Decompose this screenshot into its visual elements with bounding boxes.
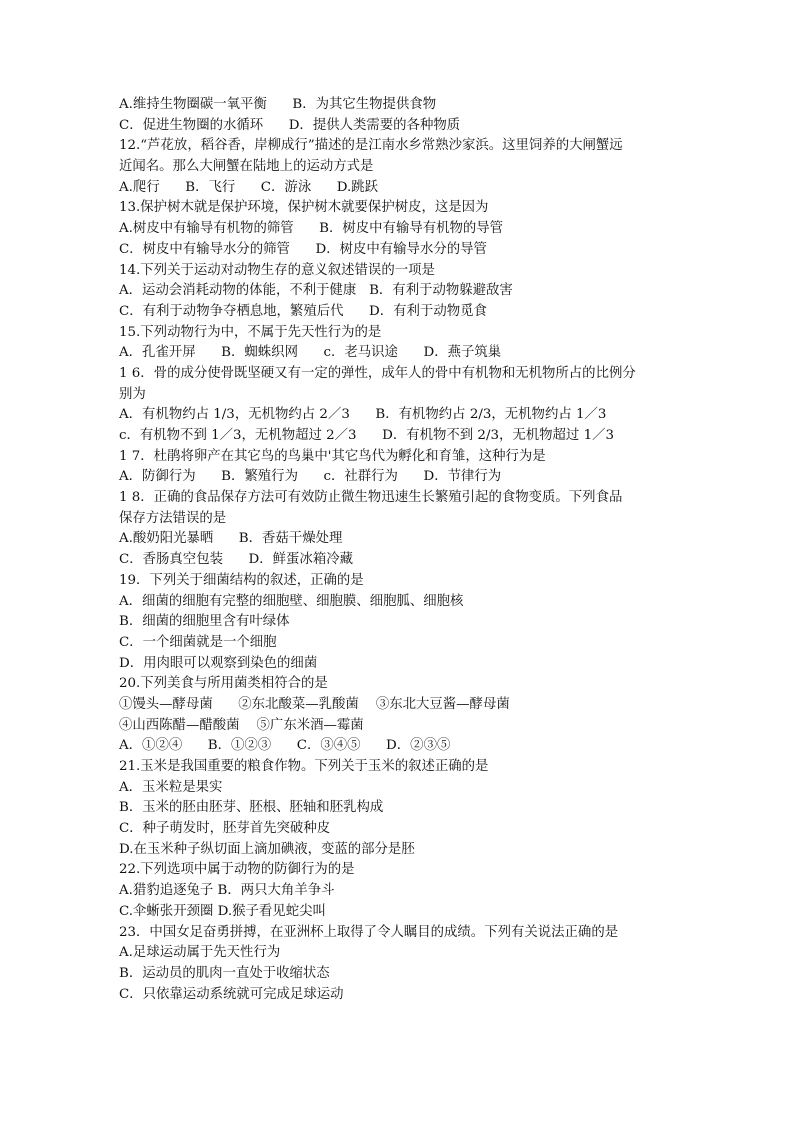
text-line: C．一个细菌就是一个细胞	[119, 634, 277, 650]
text-line: c．有机物不到 1／3，无机物超过 2／3 D．有机物不到 2/3，无机物超过 1／3	[119, 428, 615, 443]
text-line: A．有机物约占 1/3，无机物约占 2／3 B．有机物约占 2/3，无机物约占 1／3	[119, 407, 607, 423]
text-line: C．促进生物圈的水循环 D．提供人类需要的各种物质	[119, 117, 461, 133]
text-line: A.足球运动属于先天性行为	[119, 945, 281, 961]
text-line: A.猎豹追逐兔子 B．两只大角羊争斗	[119, 883, 335, 899]
question-12-line: 12.“芦花放，稻谷香，岸柳成行”描述的是江南水乡常熟沙家浜。这里饲养的大闸蟹远	[119, 138, 623, 154]
text-line: ④山西陈醋—醋酸菌 ⑤广东米酒—霉菌	[119, 717, 364, 733]
text-line: A．①②④ B．①②③ C．③④⑤ D．②③⑤	[119, 738, 451, 754]
question-22-line: 22.下列选项中属于动物的防御行为的是	[119, 862, 355, 878]
question-18-line: 1 8．正确的食品保存方法可有效防止微生物迅速生长繁殖引起的食物变质。下列食品	[119, 490, 623, 506]
text-line: D.在玉米种子纵切面上滴加碘液，变蓝的部分是胚	[119, 841, 415, 857]
text-line: C．有利于动物争夺栖息地，繁殖后代 D．有利于动物觅食	[119, 303, 487, 319]
text-line: C．树皮中有输导水分的筛管 D．树皮中有输导水分的导管	[119, 241, 487, 257]
text-line: B．玉米的胚由胚芽、胚根、胚轴和胚乳构成	[119, 800, 384, 816]
question-19-line: 19．下列关于细菌结构的叙述，正确的是	[119, 572, 364, 588]
question-13-line: 13.保护树木就是保护环境，保护树木就要保护树皮，这是因为	[119, 200, 489, 216]
text-line: A.维持生物圈碳一氧平衡 B．为其它生物提供食物	[119, 97, 437, 112]
question-20-line: 20.下列美食与所用菌类相符合的是	[119, 676, 328, 692]
text-line: A．玉米粒是果实	[119, 779, 223, 795]
question-16-line: 1 6．骨的成分使骨既坚硬又有一定的弹性，成年人的骨中有机物和无机物所占的比例分	[119, 365, 636, 381]
text-line: ①馒头—酵母菌 ②东北酸菜—乳酸菌 ③东北大豆酱—酵母菌	[119, 696, 510, 712]
question-14-line: 14.下列关于运动对动物生存的意义叙述错误的一项是	[119, 262, 435, 278]
text-line: C．香肠真空包装 D．鲜蛋冰箱冷藏	[119, 552, 353, 568]
text-line: D．用肉眼可以观察到染色的细菌	[119, 655, 318, 671]
text-line: A．细菌的细胞有完整的细胞壁、细胞膜、细胞胍、细胞核	[119, 593, 464, 609]
text-line: 保存方法错误的是	[119, 510, 227, 526]
text-line: C.伞蜥张开颈圈 D.猴子看见蛇尖叫	[119, 903, 326, 919]
question-23-line: 23．中国女足奋勇拼搏，在亚洲杯上取得了令人瞩目的成绩。下列有关说法正确的是	[119, 924, 619, 940]
text-line: 近闻名。那么大闸蟹在陆地上的运动方式是	[119, 159, 374, 175]
question-17-line: 1 7．杜鹃将卵产在其它鸟的鸟巢中'其它鸟代为孵化和育雏，这种行为是	[119, 448, 546, 464]
document-page	[119, 95, 679, 1005]
text-line: A．防御行为 B．繁殖行为 c．社群行为 D．节律行为	[119, 469, 502, 485]
question-21-line: 21.玉米是我国重要的粮食作物。下列关于玉米的叙述正确的是	[119, 759, 489, 774]
question-15-line: 15.下列动物行为中，不属于先天性行为的是	[119, 324, 382, 340]
text-line: C．种子萌发时，胚芽首先突破种皮	[119, 821, 331, 837]
text-line: A.爬行 B．飞行 C．游泳 D.跳跃	[119, 179, 379, 195]
text-line: B．细菌的细胞里含有叶绿体	[119, 614, 290, 630]
text-line: A.树皮中有输导有机物的筛管 B．树皮中有输导有机物的导管	[119, 221, 504, 237]
text-line: A.酸奶阳光暴晒 B．香菇干燥处理	[119, 531, 343, 547]
text-line: A．孔雀开屏 B．蜘蛛织网 c．老马识途 D．燕子筑巢	[119, 345, 502, 361]
text-line: A．运动会消耗动物的体能，不利于健康 B．有利于动物躲避敌害	[119, 283, 513, 299]
text-line: C．只依靠运动系统就可完成足球运动	[119, 986, 344, 1002]
text-line: 别为	[119, 386, 146, 402]
text-line: B．运动员的肌肉一直处于收缩状态	[119, 965, 330, 981]
